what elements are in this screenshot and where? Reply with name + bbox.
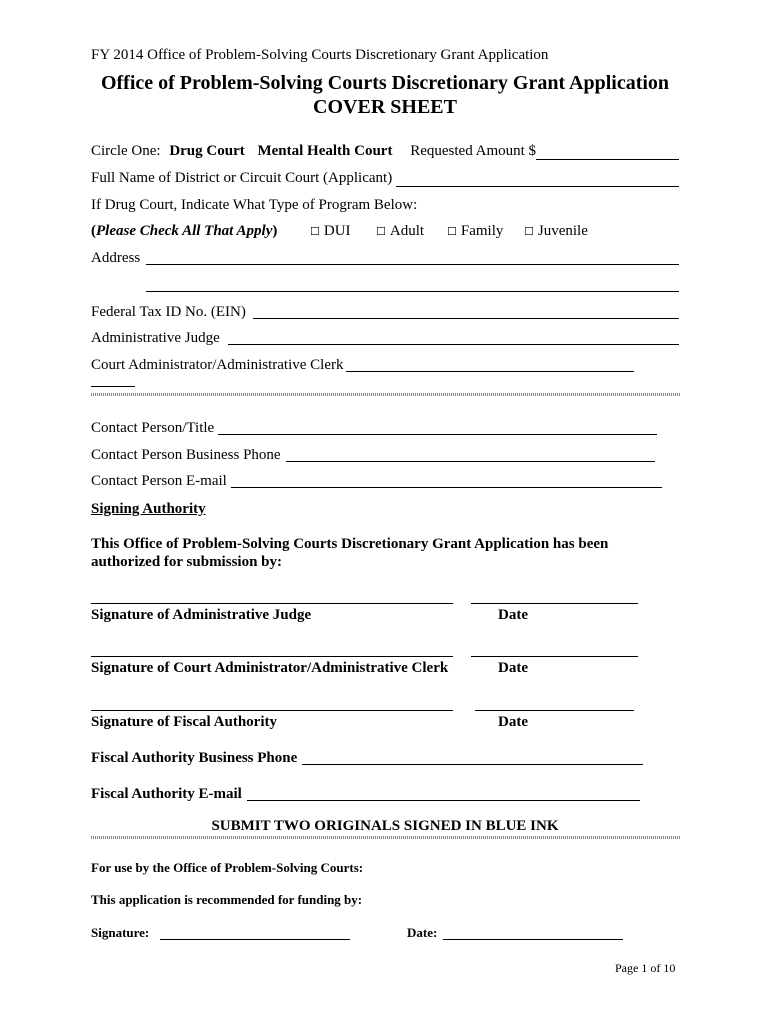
fiscal-authority-date-label: Date — [498, 714, 528, 730]
admin-judge-date-label: Date — [498, 607, 528, 623]
admin-judge-signature-line[interactable] — [91, 603, 453, 604]
admin-judge-date-line[interactable] — [471, 603, 638, 604]
requested-amount-label: Requested Amount $ — [410, 143, 537, 159]
address-field-line1[interactable] — [146, 264, 679, 265]
admin-judge-field[interactable] — [228, 344, 679, 345]
fiscal-email-label: Fiscal Authority E-mail — [91, 786, 242, 802]
circle-one-label: Circle One: — [91, 143, 161, 159]
checkbox-icon: ☐ — [447, 225, 457, 238]
checkbox-dui[interactable]: ☐ DUI — [310, 223, 351, 239]
office-date-label: Date: — [407, 925, 438, 940]
fiscal-authority-date-line[interactable] — [475, 710, 634, 711]
court-name-field[interactable] — [396, 186, 679, 187]
contact-phone-field[interactable] — [286, 461, 655, 462]
recommendation-text: This application is recommended for funding by: — [91, 892, 363, 907]
contact-title-label: Contact Person/Title — [91, 420, 215, 436]
address-label: Address — [91, 250, 141, 266]
option-mental-health-court[interactable]: Mental Health Court — [257, 143, 393, 159]
court-admin-signature-label: Signature of Court Administrator/Administrative Clerk — [91, 660, 449, 676]
authorization-statement-line1: This Office of Problem-Solving Courts Discretionary Grant Application has been — [91, 536, 609, 552]
circle-one-row — [91, 143, 536, 160]
office-use-heading: For use by the Office of Problem-Solving Courts: — [91, 860, 364, 875]
requested-amount-field[interactable] — [536, 159, 679, 160]
court-name-label: Full Name of District or Circuit Court (Applicant) — [91, 170, 393, 186]
check-instruction: (Please Check All That Apply) — [91, 223, 278, 239]
fiscal-authority-signature-label: Signature of Fiscal Authority — [91, 714, 277, 730]
checkbox-icon: ☐ — [376, 225, 386, 238]
admin-judge-signature-label: Signature of Administrative Judge — [91, 607, 312, 623]
court-admin-date-label: Date — [498, 660, 528, 676]
ein-field[interactable] — [253, 318, 679, 319]
program-intro-text: If Drug Court, Indicate What Type of Program Below: — [91, 197, 418, 213]
address-field-line2[interactable] — [146, 291, 679, 292]
checkbox-family[interactable]: ☐ Family — [447, 223, 504, 239]
fiscal-authority-signature-line[interactable] — [91, 710, 453, 711]
court-admin-signature-line[interactable] — [91, 656, 453, 657]
signing-authority-heading: Signing Authority — [91, 501, 206, 517]
ein-label: Federal Tax ID No. (EIN) — [91, 304, 246, 320]
option-drug-court[interactable]: Drug Court — [169, 143, 245, 159]
document-title: Office of Problem-Solving Courts Discretionary Grant Application — [100, 72, 670, 94]
office-signature-label: Signature: — [91, 925, 150, 940]
running-header: FY 2014 Office of Problem-Solving Courts Discretionary Grant Application — [91, 47, 549, 63]
checkbox-juvenile[interactable]: ☐ Juvenile — [524, 223, 588, 239]
court-admin-label: Court Administrator/Administrative Clerk — [91, 357, 344, 373]
office-signature-field[interactable] — [160, 939, 350, 940]
section-divider — [91, 836, 680, 839]
checkbox-icon: ☐ — [310, 225, 320, 238]
page-number: Page 1 of 10 — [615, 961, 676, 975]
section-divider — [91, 393, 680, 396]
submit-instruction: SUBMIT TWO ORIGINALS SIGNED IN BLUE INK — [211, 818, 559, 834]
contact-email-field[interactable] — [231, 487, 662, 488]
court-admin-date-line[interactable] — [471, 656, 638, 657]
document-subtitle: COVER SHEET — [313, 96, 457, 118]
contact-title-field[interactable] — [218, 434, 657, 435]
fiscal-phone-label: Fiscal Authority Business Phone — [91, 750, 298, 766]
checkbox-adult[interactable]: ☐ Adult — [376, 223, 425, 239]
contact-phone-label: Contact Person Business Phone — [91, 447, 281, 463]
authorization-statement-line2: authorized for submission by: — [91, 554, 283, 570]
admin-judge-label: Administrative Judge — [91, 330, 220, 346]
fiscal-email-field[interactable] — [247, 800, 640, 801]
court-admin-field[interactable] — [346, 371, 634, 372]
fiscal-phone-field[interactable] — [302, 764, 643, 765]
contact-email-label: Contact Person E-mail — [91, 473, 227, 489]
office-date-field[interactable] — [443, 939, 623, 940]
checkbox-icon: ☐ — [524, 225, 534, 238]
court-admin-field-overflow[interactable] — [91, 386, 135, 387]
